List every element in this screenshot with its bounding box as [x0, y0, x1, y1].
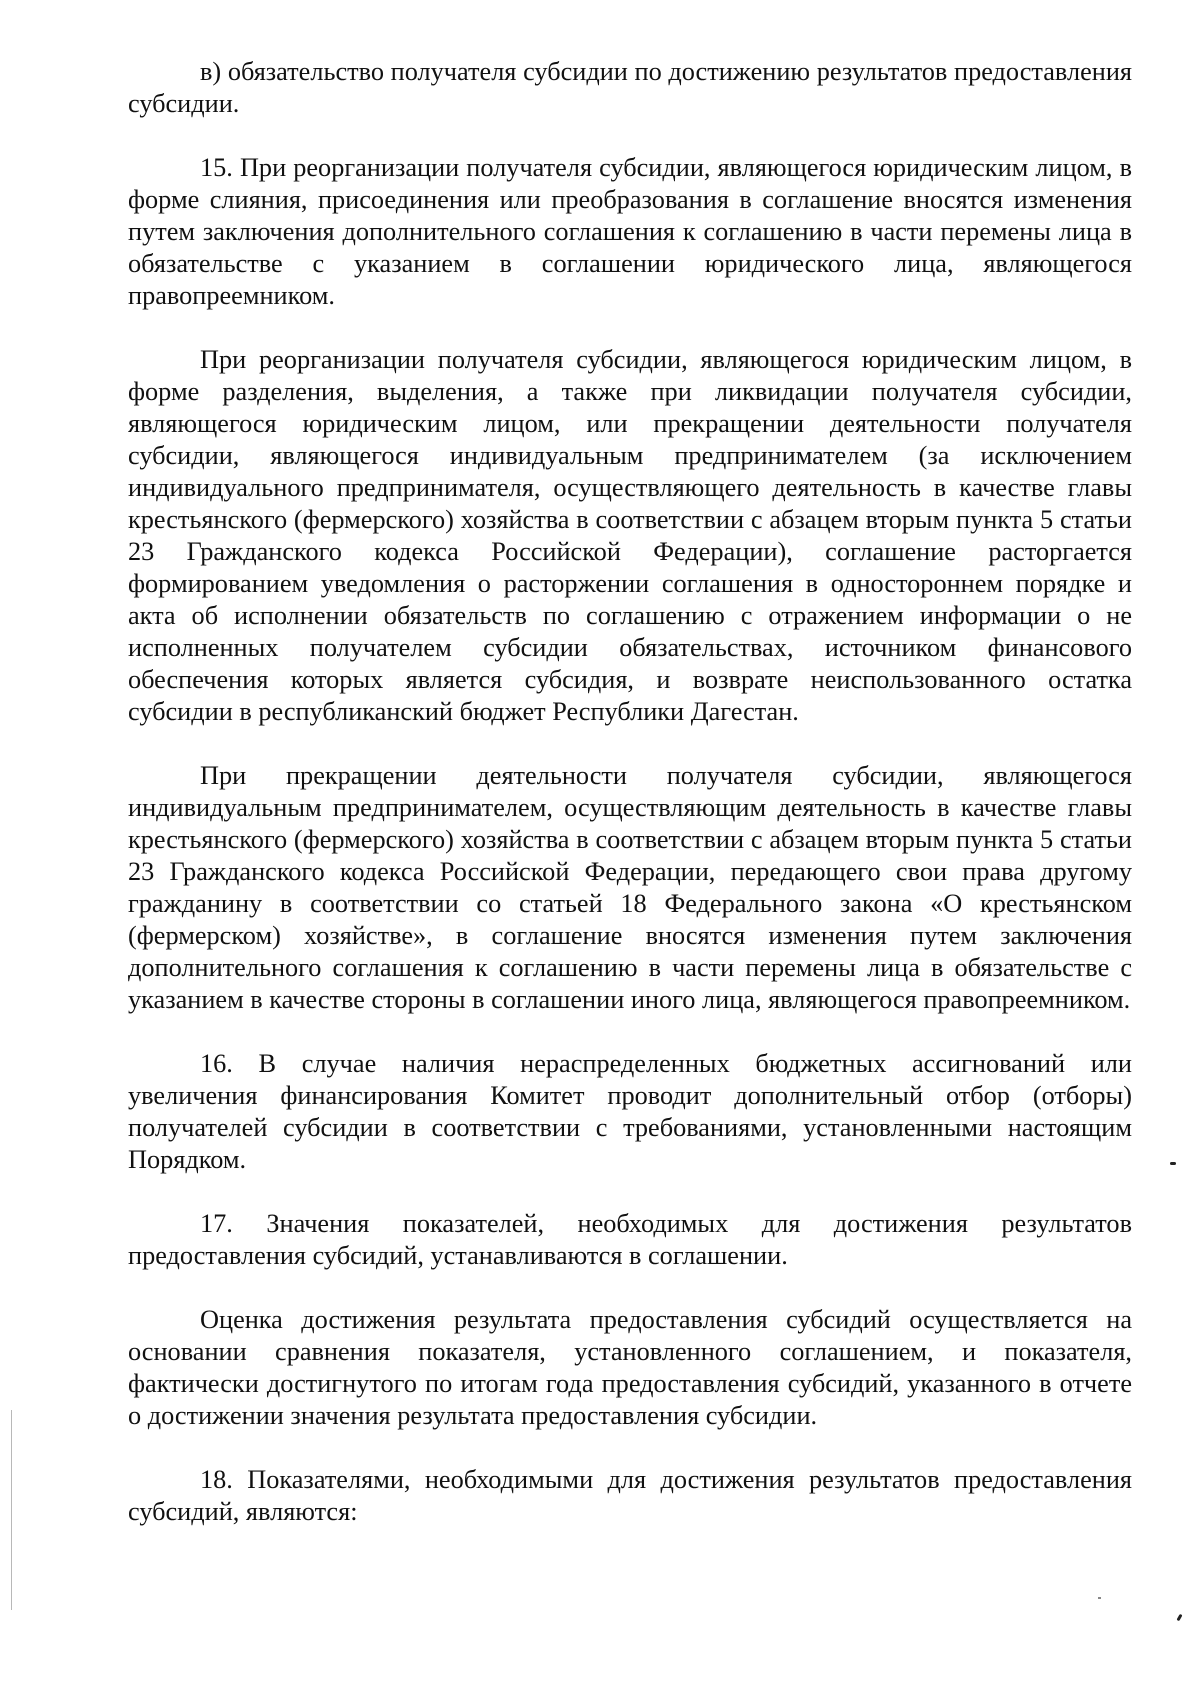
paragraph-15-reorganization-division: При реорганизации получателя субсидии, являющегося юридическим лицом, в форме разделения, выделения, а также при ликвидации получателя субсидии, являющегося юридическим лицом, или прекращении деятельности получателя субсидии, являющегося индивидуальным предпринимателем (за исключением индивидуального предпринимателя, осуществляющего деятельность в качестве главы крестьянского (фермерского) хозяйства в соответствии с абзацем вторым пункта 5 статьи 23 Гражданского кодекса Российской Федерации), соглашение расторгается формированием уведомления о расторжении соглашения в одностороннем порядке и акта об исполнении обязательств по соглашению с отражением информации о не исполненных получателем субсидии обязательствах, источником финансового обеспечения которых является субсидия, и возврате неиспользованного остатка субсидии в республиканский бюджет Республики Дагестан. — [128, 345, 1132, 726]
paragraph-15-reorganization-merger: 15. При реорганизации получателя субсидии, являющегося юридическим лицом, в форме слияния, присоединения или преобразования в соглашение вносятся изменения путем заключения дополнительного соглашения к соглашению в части перемены лица в обязательстве с указанием в соглашении юридического лица, являющегося правопреемником. — [128, 153, 1132, 310]
scan-speck — [1176, 1614, 1182, 1622]
scan-speck — [1170, 1162, 1176, 1165]
scan-margin-line — [11, 1410, 12, 1610]
paragraph-16-additional-selection: 16. В случае наличия нераспределенных бюджетных ассигнований или увеличения финансирования Комитет проводит дополнительный отбор (отборы) получателей субсидии в соответствии с требованиями, установленными настоящим Порядком. — [128, 1049, 1132, 1174]
paragraph-17-indicator-values: 17. Значения показателей, необходимых для достижения результатов предоставления субсидий, устанавливаются в соглашении. — [128, 1209, 1132, 1270]
paragraph-18-indicators: 18. Показателями, необходимыми для достижения результатов предоставления субсидий, являются: — [128, 1465, 1132, 1526]
paragraph-obligation-c: в) обязательство получателя субсидии по достижению результатов предоставления субсидии. — [128, 57, 1132, 118]
scan-speck — [1098, 1597, 1101, 1599]
paragraph-15-farm-head-termination: При прекращении деятельности получателя субсидии, являющегося индивидуальным предпринимателем, осуществляющим деятельность в качестве главы крестьянского (фермерского) хозяйства в соответствии с абзацем вторым пункта 5 статьи 23 Гражданского кодекса Российской Федерации, передающего свои права другому гражданину в соответствии со статьей 18 Федерального закона «О крестьянском (фермерском) хозяйстве», в соглашение вносятся изменения путем заключения дополнительного соглашения к соглашению в части перемены лица в обязательстве с указанием в качестве стороны в соглашении иного лица, являющегося правопреемником. — [128, 761, 1132, 1014]
paragraph-17-result-evaluation: Оценка достижения результата предоставления субсидий осуществляется на основании сравнения показателя, установленного соглашением, и показателя, фактически достигнутого по итогам года предоставления субсидий, указанного в отчете о достижении значения результата предоставления субсидии. — [128, 1305, 1132, 1430]
document-body — [128, 56, 1132, 1528]
